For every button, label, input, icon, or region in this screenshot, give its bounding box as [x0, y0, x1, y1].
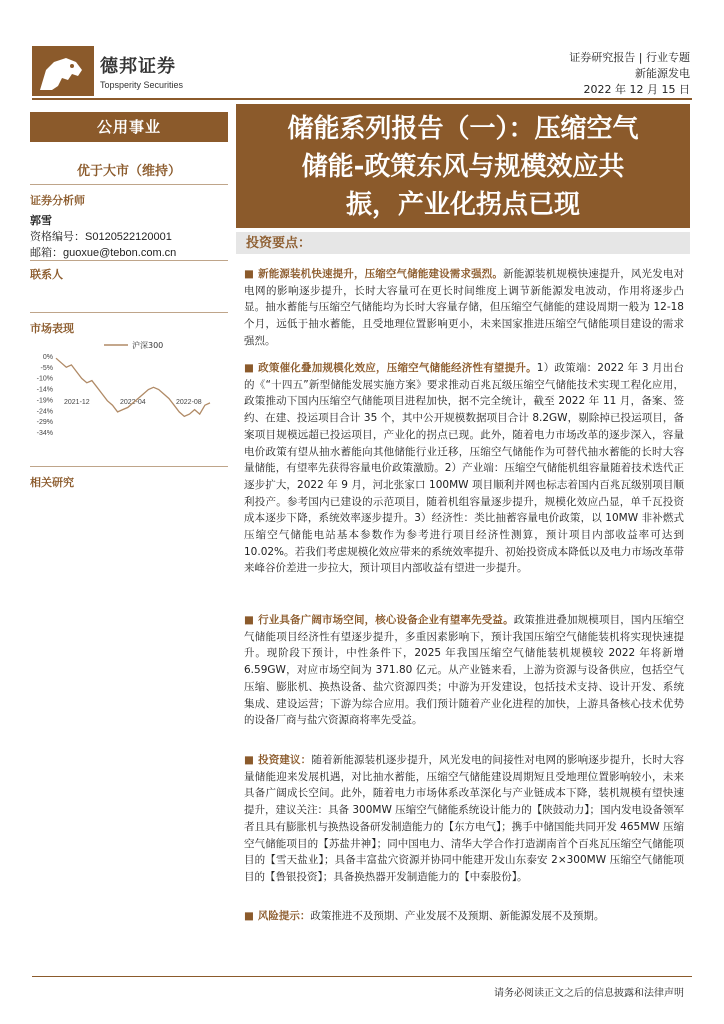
- brand-name-en: Topsperity Securities: [100, 80, 184, 90]
- header-divider: [32, 98, 692, 100]
- report-meta: [569, 50, 690, 98]
- paragraph-lead: 政策催化叠加规模化效应，压缩空气储能经济性有望提升。: [258, 362, 537, 374]
- y-tick-label: 0%: [42, 354, 53, 361]
- analyst-email: [30, 244, 176, 260]
- key-point-paragraph: [244, 360, 684, 577]
- sidebar-divider: [30, 466, 228, 467]
- x-tick-label: 2022-08: [176, 399, 202, 407]
- footer-divider: [32, 976, 692, 977]
- email-link[interactable]: guoxue@tebon.com.cn: [63, 247, 177, 259]
- analyst-label: 证券分析师: [30, 194, 85, 207]
- bullet-icon: ■: [244, 754, 255, 766]
- key-point-paragraph: [244, 908, 684, 925]
- y-tick-label: -29%: [36, 419, 53, 427]
- cert-value: S0120522120001: [85, 231, 172, 243]
- report-title: [236, 104, 690, 228]
- y-tick-label: -5%: [40, 364, 53, 372]
- brand-name: 德邦证券: [100, 56, 176, 77]
- sidebar-divider: [30, 312, 228, 313]
- analyst-name: 郭雪: [30, 214, 52, 227]
- tebon-logo: [32, 46, 94, 96]
- y-tick-label: -10%: [36, 375, 53, 383]
- y-tick-label: -34%: [36, 430, 53, 437]
- x-tick-label: 2022-04: [120, 399, 146, 407]
- report-type: 证券研究报告 | 行业专题: [569, 51, 690, 64]
- industry: 新能源发电: [635, 67, 690, 80]
- key-points-header: [236, 232, 690, 254]
- market-label: 市场表现: [30, 322, 74, 335]
- key-point-paragraph: [244, 612, 684, 729]
- contact-label: 联系人: [30, 268, 63, 281]
- paragraph-body: 政策推进叠加规模项目，国内压缩空气储能项目经济性有望逐步提升，多重因素影响下，预计我国压缩空气储能装机将实现快速提升。现阶段下预计，中性条件下，2025 年我国压缩空气储能装机规模较 2022 年将新增 6.59GW，对应市场空间为 371.80 亿元。从产业链来看，上游为资源与设备供应，包括空气压缩、膨胀机、换热设备、盐穴资源四类；中游为开发建设，包括技术支持、设计开发、系统集成、建设运营；下游为综合应用。我们预计随着产业化进程的加快，上游具备核心技术优势的设备厂商与盐穴资源商将率先受益。: [244, 614, 685, 727]
- paragraph-body: 随着新能源装机逐步提升，风光发电的间接性对电网的影响逐步提升，长时大容量储能迎来发展机遇，对比抽水蓄能，压缩空气储能建设周期短且受地理位置影响较小，未来具备广阔成长空间。此外，随着电力市场体系改革深化与产业链成本下降，装机规模有望快速提升，建议关注：具备 300MW 压缩空气储能系统设计能力的【陕鼓动力】；国内发电设备领军者且具有膨胀机与换热设备研发制造能力的【东方电气】；携手中储国能共同开发 465MW 压缩空气储能项目的【苏盐井神】；同中国电力、清华大学合作打造湖南首个百兆瓦压缩空气储能项目的【雪天盐业】；具备丰富盐穴资源并协同中能建开发山东泰安 2×300MW 压缩空气储能项目的【鲁银投资】；具备换热器开发制造能力的【中泰股份】。: [244, 754, 685, 883]
- legend-label: 沪深300: [132, 341, 164, 350]
- analyst-cert: [30, 228, 172, 244]
- bullet-icon: ■: [244, 910, 254, 922]
- title-line: 储能系列报告（一）：压缩空气: [287, 114, 639, 144]
- paragraph-body: 政策推进不及预期、产业发展不及预期、新能源发展不及预期。: [310, 910, 605, 922]
- y-tick-label: -24%: [36, 408, 53, 416]
- sidebar-divider: [30, 260, 228, 261]
- email-label: 邮箱：: [30, 246, 63, 259]
- bullet-icon: ■: [244, 362, 255, 374]
- paragraph-lead: 风险提示：: [257, 910, 311, 922]
- paragraph-body: 新能源装机规模快速提升，风光发电对电网的影响逐步提升，长时大容量可在更长时间维度上调节新能源发电波动，作用将逐步凸显。抽水蓄能与压缩空气储能均为长时大容量存储，但压缩空气储能的建设周期一般为 12-18 个月，远低于抽水蓄能，且受地理位置影响更小，未来国家推进压缩空气储能项目建设的需求强烈。: [244, 268, 685, 347]
- key-points-label: 投资要点：: [246, 236, 312, 251]
- key-point-paragraph: [244, 752, 684, 886]
- y-tick-label: -19%: [36, 397, 53, 405]
- related-research-label: 相关研究: [30, 476, 74, 489]
- brand: [100, 52, 183, 90]
- title-line: 储能-政策东风与规模效应共: [301, 152, 625, 182]
- paragraph-lead: 行业具备广阔市场空间，核心设备企业有望率先受益。: [258, 614, 514, 626]
- paragraph-body: 1）政策端：2022 年 3 月出台的《“十四五”新型储能发展实施方案》要求推动百兆瓦级压缩空气储能技术实现工程化应用，政策推动下国内压缩空气储能项目进程加快，据不完全统计，截至 2022 年 11 月，备案、签约、在建、投运项目合计 35 个，其中公开规模数据项目合计 8.2GW，剔除掉已投运项目，备案项目规模远超已投运项目，产业化的拐点已现。此外，随着电力市场改革的逐步深入，容量电价政策有望从抽水蓄能向其他储能行业迁移，压缩空气储能作为可替代抽水蓄能的长时大容量储能，有望率先获得容量电价政策激励。2）产业端：压缩空气储能机组容量随着技术迭代正逐步扩大，2022 年 9 月，河北张家口 100MW 项目顺利并网也标志着国内百兆瓦级别项目顺利投产。参考国内已建设的示范项目，随着机组容量逐步提升，规模化效应凸显，单千瓦投资成本逐步下降，系统效率逐步提升。3）经济性：类比抽蓄容量电价政策，以 10MW 非补燃式压缩空气储能电站基本参数作为参考进行项目经济性测算，预计项目内部收益率可达到 10.02%。若我们考虑规模化效应带来的系统效率提升、初始投资成本降低以及电力市场改革带来峰谷价差进一步拉大，预计项目内部收益有望进一步提升。: [244, 362, 685, 575]
- x-tick-label: 2021-12: [64, 399, 90, 407]
- bullet-icon: ■: [244, 268, 255, 280]
- bullet-icon: ■: [244, 614, 255, 626]
- paragraph-lead: 新能源装机快速提升，压缩空气储能建设需求强烈。: [258, 268, 504, 280]
- sidebar-divider: [30, 184, 228, 185]
- title-line: 振，产业化拐点已现: [345, 190, 580, 220]
- market-performance-chart: [28, 336, 228, 446]
- series-line: [56, 358, 210, 416]
- paragraph-lead: 投资建议：: [258, 754, 312, 766]
- cert-label: 资格编号：: [30, 230, 85, 243]
- key-point-paragraph: [244, 266, 684, 350]
- y-tick-label: -14%: [36, 386, 53, 394]
- rating: 优于大市（维持）: [76, 164, 181, 179]
- sector-label: 公用事业: [30, 112, 228, 142]
- footer-disclaimer: 请务必阅读正文之后的信息披露和法律声明: [494, 988, 684, 999]
- report-date: 2022 年 12 月 15 日: [583, 83, 690, 96]
